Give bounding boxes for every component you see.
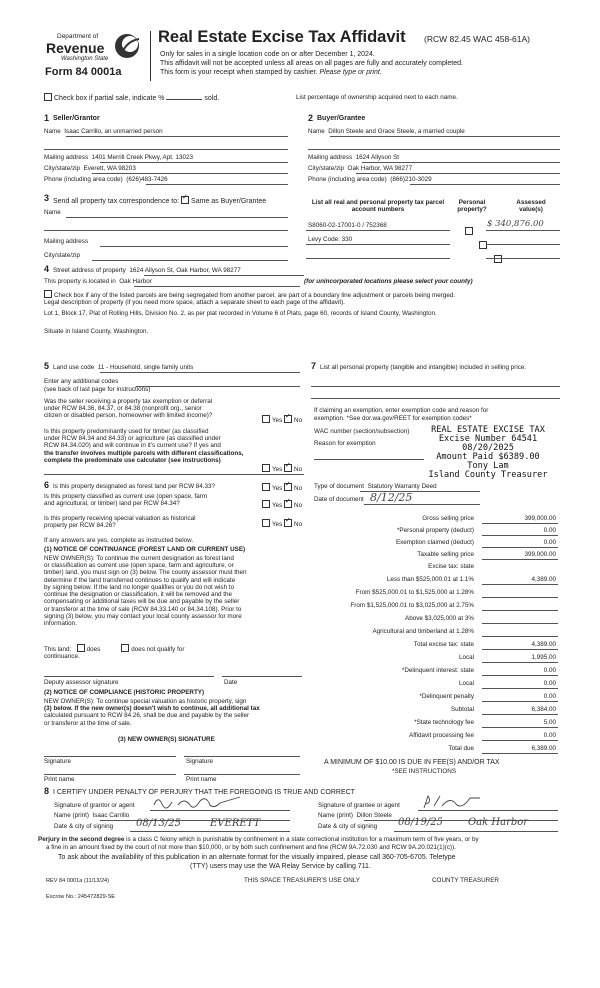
grantee-name-row: Name (print) Dillon Steele: [318, 812, 392, 819]
tax-label: *Delinquent interest: state: [401, 667, 474, 674]
section-number: 7: [311, 361, 317, 371]
signature-label: Signature: [44, 758, 71, 765]
section-number: 1: [44, 113, 50, 123]
tax-value[interactable]: 0.00: [543, 693, 556, 700]
grantor-date[interactable]: 08/13/25: [136, 818, 181, 829]
exemption-instruction: exemption. *See dor.wa.gov/REET for exemption codes*: [314, 415, 472, 422]
current-use-yes-no: Yes ✓ No: [262, 500, 302, 509]
parcel-col-header: List all real and personal property tax parcel account numbers: [311, 199, 445, 214]
property-city[interactable]: Oak Harbor: [119, 278, 152, 285]
tax-label: From $1,525,000.01 to $3,025,000 at 2.75%: [350, 602, 474, 609]
section-number: 2: [308, 113, 314, 123]
correspondence-mailing-label: Mailing address: [44, 238, 89, 245]
signature-label: Signature: [186, 758, 213, 765]
tax-value[interactable]: 6,389.00: [531, 745, 556, 752]
buyer-city[interactable]: Oak Harbor, WA 98277: [347, 165, 413, 172]
form-number: Form 84 0001a: [45, 66, 122, 78]
forest-yes-no: Yes ✓ No: [262, 483, 302, 492]
section-number: 8: [44, 786, 50, 796]
correspondence-row: Send all property tax correspondence to: ✓ Same as Buyer/Grantee: [53, 196, 266, 205]
property-address[interactable]: 1624 Allyson St, Oak Harbor, WA 98277: [129, 267, 241, 274]
historical-yes-no: Yes ✓ No: [262, 519, 302, 528]
tax-value[interactable]: 6,384.00: [531, 706, 556, 713]
page-title: Real Estate Excise Tax Affidavit: [158, 28, 406, 46]
doc-date-label: Date of document: [314, 496, 364, 503]
tax-label: Excise tax: state: [428, 563, 474, 570]
form-revision: REV 84 0001a (11/13/24): [46, 878, 110, 884]
exemption-question: Was the seller receiving a property tax exemption or deferral under RCW 84.36, 84.37, or 84.38 (nonprofit org., senior citizen or disabled person, homeowner with limited income)?: [44, 398, 213, 420]
no-checkbox[interactable]: [284, 519, 292, 527]
tax-label: *State technology fee: [414, 719, 474, 726]
seller-name[interactable]: Isaac Carrillo, an unmarried person: [64, 128, 163, 135]
seller-phone[interactable]: (626)483-7426: [126, 176, 168, 183]
tax-label: *Personal property (deduct): [396, 527, 474, 534]
grantee-date-label: Date & city of signing: [318, 823, 378, 830]
grantor-signature-icon[interactable]: [150, 793, 246, 811]
grantee-signature-label: Signature of grantee or agent: [318, 802, 400, 809]
correspondence-name-label: Name: [44, 209, 61, 216]
tax-label: Local: [458, 654, 474, 661]
no-checkbox[interactable]: [284, 464, 292, 472]
land-use-code[interactable]: 11 - Household, single family units: [97, 364, 194, 371]
tax-label: Above $3,025,000 at 3%: [405, 615, 474, 622]
tax-label: Taxable selling price: [417, 551, 474, 558]
buyer-city-row: City/state/zip Oak Harbor, WA 98277: [308, 165, 413, 172]
grantee-name[interactable]: Dillon Steele: [356, 812, 392, 819]
section-heading: Buyer/Grantee: [317, 115, 366, 122]
does-checkbox[interactable]: [77, 644, 85, 652]
exemption-reason-label: Reason for exemption: [314, 440, 376, 447]
no-checkbox[interactable]: [284, 500, 292, 508]
located-row: This property is located in Oak Harbor: [44, 278, 152, 285]
if-any-note: If any answers are yes, complete as instructed below.: [44, 537, 194, 544]
seller-mailing-row: Mailing address 1401 Merrill Creek Pkwy, Apt. 13023: [44, 154, 193, 161]
tax-value[interactable]: 5.00: [543, 719, 556, 726]
yes-checkbox[interactable]: [262, 500, 270, 508]
buyer-mailing[interactable]: 1624 Allyson St: [355, 154, 400, 161]
assessed-value[interactable]: $ 340,876.00: [487, 219, 544, 229]
this-land-row: This land: does does not qualify for: [44, 646, 185, 653]
new-owner-signature-title: (3) NEW OWNER(S) SIGNATURE: [118, 736, 215, 743]
notice-continuance-title: (1) NOTICE OF CONTINUANCE (FOREST LAND OR CURRENT USE): [44, 546, 246, 553]
header-line: This affidavit will not be accepted unless all areas on all pages are fully and accurately completed.: [160, 60, 463, 67]
tax-value[interactable]: 399,000.00: [524, 551, 556, 558]
historical-question: Is this property receiving special valuation as historical property per RCW 84.26?: [44, 515, 196, 530]
header-line: This form is your receipt when stamped by cashier. Please type or print.: [160, 69, 382, 76]
notice-continuance-text: NEW OWNER(S): To continue the current designation as forest land or classification as current use (open space, farm and agriculture, or timber) land, you must sign on (3) below. The county assessor must then determine if the land transferred continues to qualify and will indicate by signing below. If the land no longer qualifies or you do not wish to continue the designation or classification, it will be removed and the compensating or additional taxes will be due and payable by the seller or transferor at the time of sale (RCW 84.33.140 or 84.34.108). Prior to signing (3) below, you may contact your local county assessor for more information.: [44, 555, 247, 628]
no-checkbox[interactable]: [284, 483, 292, 491]
tax-value[interactable]: 0.00: [543, 667, 556, 674]
tax-label: Local: [458, 680, 474, 687]
tax-value[interactable]: 0.00: [543, 527, 556, 534]
tax-label: Less than $525,000.01 at 1.1%: [386, 576, 474, 583]
rcw-ref: (RCW 82.45 WAC 458-61A): [424, 34, 530, 44]
assessed-col-header: Assessed value(s): [516, 199, 546, 214]
exemption-instruction: If claiming an exemption, enter exemption code and reason for: [314, 407, 489, 414]
wac-label: WAC number (section/subsection): [314, 428, 410, 435]
personal-property-checkbox[interactable]: [479, 241, 487, 249]
situate-line: Situate in Island County, Washington.: [44, 328, 149, 335]
doc-type[interactable]: Statutory Warranty Deed: [367, 483, 437, 490]
buyer-phone[interactable]: (866)210-3029: [390, 176, 432, 183]
doc-date[interactable]: 8/12/25: [370, 491, 413, 504]
parcel-number[interactable]: S8060-02-17001-0 / 752368: [308, 222, 387, 229]
levy-code: Levy Code: 330: [308, 236, 353, 243]
seller-name-row: Name Isaac Carrillo, an unmarried person: [44, 128, 163, 135]
grantor-signature-label: Signature of grantor or agent: [54, 802, 135, 809]
revenue-logo-icon: [112, 31, 142, 61]
grantee-city[interactable]: Oak Harbor: [468, 817, 529, 828]
forest-question: Is this property designated as forest land per RCW 84.33?: [53, 483, 216, 490]
tax-value[interactable]: 0.00: [543, 732, 556, 739]
grantor-city[interactable]: EVERETT: [210, 818, 261, 829]
grantor-name[interactable]: Isaac Carrillo: [92, 812, 130, 819]
partial-sale-row: Check box if partial sale, indicate % sold.: [44, 93, 219, 102]
tax-label: Total excise tax: state: [413, 641, 474, 648]
yes-checkbox[interactable]: [262, 519, 270, 527]
timber-yes-no: Yes ✓ No: [262, 464, 302, 473]
county-treasurer-label: COUNTY TREASURER: [432, 877, 499, 884]
personal-property-checkbox[interactable]: [465, 227, 473, 235]
personal-property-checkbox[interactable]: [494, 255, 502, 263]
same-as-buyer-checkbox[interactable]: [181, 196, 189, 204]
tax-label: Gross selling price: [422, 515, 474, 522]
tax-label: Exemption claimed (deduct): [395, 539, 474, 546]
section-number: 4: [44, 264, 50, 274]
alternate-format-note: To ask about the availability of this publication in an alternate format for the visually impaired, please call 360-705-6705. Teletype: [58, 854, 456, 861]
perjury-notice: a fine in an amount fixed by the court of not more than $10,000, or by both such confinement and fine (RCW 9A.72.030 and RCW 9A.20.021(1)(c)).: [46, 844, 456, 851]
grantee-signature-icon[interactable]: [420, 792, 484, 812]
list-percentage-note: List percentage of ownership acquired next to each name.: [296, 94, 458, 101]
see-instructions-note: *SEE INSTRUCTIONS: [392, 768, 457, 775]
tax-value[interactable]: 4,389.00: [531, 576, 556, 583]
yes-checkbox[interactable]: [262, 415, 270, 423]
seller-city-row: City/state/zip Everett, WA 98203: [44, 165, 136, 172]
minimum-due-note: A MINIMUM OF $10.00 IS DUE IN FEE(S) AND/OR TAX: [324, 759, 500, 766]
alternate-format-note: (TTY) users may use the WA Relay Service by calling 711.: [190, 863, 371, 870]
tax-label: Affidavit processing fee: [409, 732, 474, 739]
tax-label: *Delinquent penalty: [419, 693, 474, 700]
continuance-label: continuance.: [44, 653, 80, 660]
tax-value[interactable]: 0.00: [543, 539, 556, 546]
treasurer-stamp: REAL ESTATE EXCISE TAX Excise Number 64541 08/20/2025 Amount Paid $6389.00 Tony Lam Island County Treasurer: [428, 425, 548, 481]
current-use-question: Is this property classified as current use (open space, farm and agricultural, or timber) land per RCW 84.34?: [44, 493, 208, 508]
personal-property-col-header: Personal property?: [457, 199, 487, 214]
additional-codes-label: Enter any additional codes: [44, 378, 119, 385]
tax-value[interactable]: 399,000.00: [524, 515, 556, 522]
tax-label: Total due: [448, 745, 474, 752]
print-name-label: Print name: [44, 776, 75, 783]
tax-label: Agricultural and timberland at 1.28%: [372, 628, 474, 635]
dept-revenue: Revenue: [46, 40, 105, 56]
tax-label: Subtotal: [450, 706, 474, 713]
section-number: 6: [44, 480, 50, 490]
perjury-notice: Perjury in the second degree is a class C felony which is punishable by confinement in a state correctional institution for a maximum term of five years, or by: [38, 836, 479, 843]
grantor-name-row: Name (print) Isaac Carrillo: [54, 812, 130, 819]
buyer-mailing-row: Mailing address 1624 Allyson St: [308, 154, 400, 161]
grantee-date[interactable]: 08/19/25: [398, 817, 443, 828]
land-use-row: Land use code 11 - Household, single family units: [53, 364, 194, 371]
legal-description[interactable]: Lot 1, Block 17, Plat of Rolling Hills, Division No. 2, as per plat recorded in Volume 6 of Plats, page 60, records of Island County, Washington.: [44, 310, 437, 317]
tax-value[interactable]: 0.00: [543, 680, 556, 687]
seller-mailing[interactable]: 1401 Merrill Creek Pkwy, Apt. 13023: [91, 154, 193, 161]
partial-sale-checkbox[interactable]: [44, 93, 52, 101]
no-checkbox[interactable]: [284, 415, 292, 423]
buyer-name-row: Name Dillon Steele and Grace Steele, a married couple: [308, 128, 465, 135]
section-heading: Seller/Grantor: [53, 115, 100, 122]
buyer-name[interactable]: Dillon Steele and Grace Steele, a married couple: [328, 128, 465, 135]
unincorporated-note: (for unincorporated locations please select your county): [304, 278, 473, 285]
segregated-checkbox[interactable]: [44, 290, 52, 298]
street-address-row: Street address of property 1624 Allyson St, Oak Harbor, WA 98277: [53, 267, 241, 274]
correspondence-city-label: City/state/zip: [44, 252, 81, 259]
deputy-signature-label: Deputy assessor signature: [44, 679, 119, 686]
see-back-note: (see back of last page for instructions): [44, 386, 151, 393]
section-number: 3: [44, 193, 50, 203]
legal-description-label: Legal description of property (if you need more space, attach a separate sheet to each page of the affidavit).: [44, 299, 345, 306]
tax-label: From $525,000.01 to $1,525,000 at 1.28%: [355, 589, 474, 596]
grantor-date-label: Date & city of signing: [54, 823, 114, 830]
yes-checkbox[interactable]: [262, 464, 270, 472]
print-name-label: Print name: [186, 776, 217, 783]
certify-heading: I CERTIFY UNDER PENALTY OF PERJURY THAT THE FOREGOING IS TRUE AND CORRECT: [53, 789, 355, 796]
buyer-phone-row: Phone (including area code) (866)210-3029: [308, 176, 432, 183]
exemption-yes-no: Yes ✓ No: [262, 415, 302, 424]
segregated-row: Check box if any of the listed parcels are being segregated from another parcel, are part of a boundary line adjustment or parcels being merged.: [44, 290, 455, 299]
dept-line: Department of: [57, 33, 99, 40]
timber-question: Is this property predominantly used for timber (as classified under RCW 84.34 and 84.33) or agriculture (as classified under RCW 84.34.020) and will continue in it's current use? If yes and the transfer involves multiple parcels with different classifications, complete the predominate use calculator (see instructions): [44, 428, 244, 464]
section-number: 5: [44, 361, 50, 371]
seller-city[interactable]: Everett, WA 98203: [83, 165, 136, 172]
tax-value[interactable]: 4,389.00: [531, 641, 556, 648]
notice-compliance-title: (2) NOTICE OF COMPLIANCE (HISTORIC PROPERTY): [44, 689, 205, 696]
deputy-date-label: Date: [224, 679, 238, 686]
notice-compliance-text: NEW OWNER(S): To continue special valuation as historic property, sign (3) below. If the new owner(s) doesn't wish to continue, all additional tax calculated pursuant to RCW 84.26, shall be due and payable by the seller or transferor at the time of sale.: [44, 698, 260, 727]
does-not-checkbox[interactable]: [121, 644, 129, 652]
personal-property-heading: List all personal property (tangible and intangible) included in selling price.: [320, 364, 527, 371]
seller-phone-row: Phone (including area code) (626)483-7426: [44, 176, 168, 183]
doc-type-row: Type of document Statutory Warranty Deed: [314, 483, 437, 490]
header-line: Only for sales in a single location code on or after December 1, 2024.: [160, 51, 375, 58]
dept-state: Washington State: [61, 56, 109, 62]
treasurer-use-label: THIS SPACE TREASURER'S USE ONLY: [244, 877, 360, 884]
escrow-number: Escrow No.: 245472829-SE: [46, 894, 116, 900]
yes-checkbox[interactable]: [262, 483, 270, 491]
tax-value[interactable]: 1,995.00: [531, 654, 556, 661]
